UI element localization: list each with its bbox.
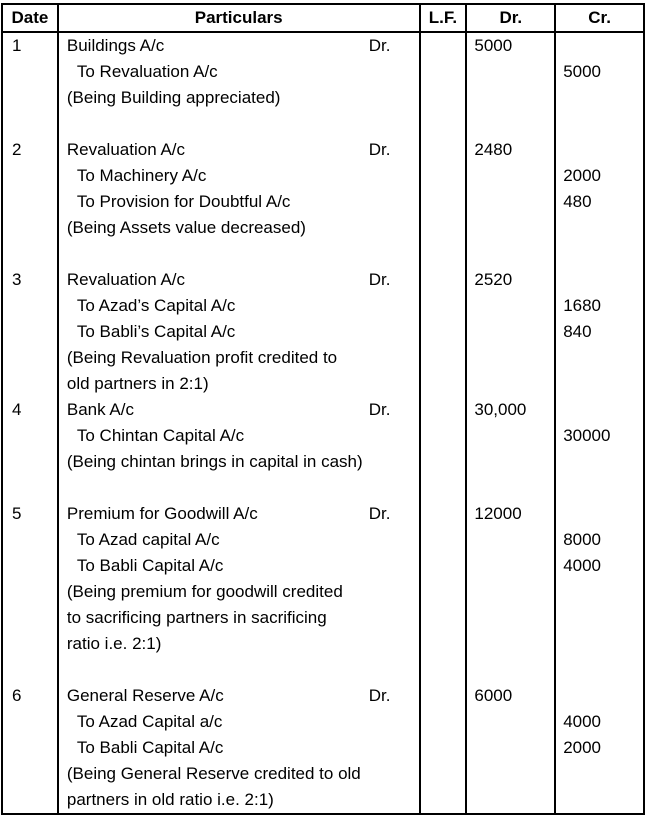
column-header-cr: Cr.: [555, 4, 644, 32]
lf-cell: [420, 709, 467, 735]
date-cell: [2, 449, 58, 475]
cr-amount-cell: 2000: [555, 735, 644, 761]
dr-suffix-label: Dr.: [368, 140, 391, 159]
journal-entry-line: [2, 32, 644, 59]
lf-cell: [420, 111, 467, 137]
date-cell: [2, 163, 58, 189]
particulars-cell: Dr. General Reserve A/c: [58, 683, 420, 709]
date-cell: 3: [2, 267, 58, 293]
journal-entry-line: [2, 397, 644, 423]
particulars-cell: [58, 241, 420, 267]
particulars-cell: To Revaluation A/c: [58, 59, 420, 85]
cr-amount-cell: 1680: [555, 293, 644, 319]
date-cell: [2, 579, 58, 605]
dr-amount-cell: [466, 605, 555, 631]
journal-entry-line: [2, 215, 644, 241]
cr-amount-cell: [555, 683, 644, 709]
lf-cell: [420, 553, 467, 579]
lf-cell: [420, 761, 467, 787]
column-header-date: Date: [2, 4, 58, 32]
cr-amount-cell: [555, 345, 644, 371]
particulars-cell: (Being premium for goodwill credited: [58, 579, 420, 605]
lf-cell: [420, 85, 467, 111]
date-cell: [2, 423, 58, 449]
cr-amount-cell: 5000: [555, 59, 644, 85]
journal-entry-line: [2, 631, 644, 657]
dr-amount-cell: [466, 371, 555, 397]
particulars-cell: Dr. Revaluation A/c: [58, 267, 420, 293]
journal-entry-line: [2, 735, 644, 761]
lf-cell: [420, 423, 467, 449]
date-cell: [2, 59, 58, 85]
header-row: [2, 4, 644, 32]
dr-amount-cell: [466, 59, 555, 85]
cr-amount-cell: [555, 215, 644, 241]
lf-cell: [420, 501, 467, 527]
date-cell: [2, 345, 58, 371]
dr-amount-cell: [466, 735, 555, 761]
cr-amount-cell: 2000: [555, 163, 644, 189]
dr-amount-cell: [466, 163, 555, 189]
lf-cell: [420, 32, 467, 59]
cr-amount-cell: [555, 397, 644, 423]
date-cell: 1: [2, 32, 58, 59]
particulars-cell: (Being Revaluation profit credited to: [58, 345, 420, 371]
dr-suffix-label: Dr.: [368, 270, 391, 289]
lf-cell: [420, 59, 467, 85]
particulars-cell: (Being Building appreciated): [58, 85, 420, 111]
date-cell: [2, 553, 58, 579]
lf-cell: [420, 137, 467, 163]
dr-suffix-label: Dr.: [368, 36, 391, 55]
particulars-cell: To Chintan Capital A/c: [58, 423, 420, 449]
lf-cell: [420, 371, 467, 397]
date-cell: [2, 605, 58, 631]
lf-cell: [420, 319, 467, 345]
column-header-dr: Dr.: [466, 4, 555, 32]
date-cell: [2, 371, 58, 397]
journal-entry-line: [2, 241, 644, 267]
dr-amount-cell: [466, 631, 555, 657]
date-cell: 5: [2, 501, 58, 527]
cr-amount-cell: [555, 111, 644, 137]
date-cell: [2, 111, 58, 137]
journal-entry-line: [2, 345, 644, 371]
journal-entry-line: [2, 371, 644, 397]
cr-amount-cell: 480: [555, 189, 644, 215]
cr-amount-cell: [555, 501, 644, 527]
journal-entry-line: [2, 553, 644, 579]
cr-amount-cell: [555, 85, 644, 111]
dr-amount-cell: [466, 787, 555, 814]
lf-cell: [420, 579, 467, 605]
particulars-cell: (Being Assets value decreased): [58, 215, 420, 241]
column-header-lf: L.F.: [420, 4, 467, 32]
dr-amount-cell: [466, 111, 555, 137]
dr-amount-cell: [466, 657, 555, 683]
journal-table-body: [2, 32, 644, 814]
date-cell: [2, 85, 58, 111]
lf-cell: [420, 267, 467, 293]
cr-amount-cell: [555, 371, 644, 397]
dr-amount-cell: [466, 579, 555, 605]
particulars-cell: Dr. Revaluation A/c: [58, 137, 420, 163]
dr-amount-cell: 30,000: [466, 397, 555, 423]
particulars-cell: [58, 475, 420, 501]
date-cell: [2, 475, 58, 501]
lf-cell: [420, 241, 467, 267]
journal-entry-line: [2, 163, 644, 189]
dr-amount-cell: [466, 241, 555, 267]
particulars-cell: to sacrificing partners in sacrificing: [58, 605, 420, 631]
lf-cell: [420, 163, 467, 189]
lf-cell: [420, 215, 467, 241]
lf-cell: [420, 683, 467, 709]
date-cell: 6: [2, 683, 58, 709]
lf-cell: [420, 189, 467, 215]
particulars-cell: To Babli’s Capital A/c: [58, 319, 420, 345]
journal-entry-line: [2, 787, 644, 814]
journal-entry-line: [2, 59, 644, 85]
particulars-cell: To Babli Capital A/c: [58, 553, 420, 579]
date-cell: [2, 293, 58, 319]
particulars-cell: old partners in 2:1): [58, 371, 420, 397]
journal-entry-line: [2, 579, 644, 605]
cr-amount-cell: 840: [555, 319, 644, 345]
dr-amount-cell: [466, 423, 555, 449]
lf-cell: [420, 735, 467, 761]
cr-amount-cell: [555, 579, 644, 605]
date-cell: [2, 761, 58, 787]
particulars-cell: To Azad Capital a/c: [58, 709, 420, 735]
cr-amount-cell: [555, 32, 644, 59]
cr-amount-cell: [555, 267, 644, 293]
particulars-cell: [58, 111, 420, 137]
dr-amount-cell: [466, 553, 555, 579]
particulars-cell: To Machinery A/c: [58, 163, 420, 189]
lf-cell: [420, 449, 467, 475]
dr-amount-cell: [466, 319, 555, 345]
cr-amount-cell: [555, 241, 644, 267]
lf-cell: [420, 631, 467, 657]
cr-amount-cell: 4000: [555, 709, 644, 735]
cr-amount-cell: 30000: [555, 423, 644, 449]
journal-entry-line: [2, 449, 644, 475]
journal-entry-line: [2, 189, 644, 215]
particulars-cell: To Babli Capital A/c: [58, 735, 420, 761]
journal-entry-line: [2, 319, 644, 345]
particulars-cell: To Azad capital A/c: [58, 527, 420, 553]
dr-suffix-label: Dr.: [368, 686, 391, 705]
date-cell: [2, 657, 58, 683]
cr-amount-cell: [555, 605, 644, 631]
particulars-cell: partners in old ratio i.e. 2:1): [58, 787, 420, 814]
particulars-cell: (Being General Reserve credited to old: [58, 761, 420, 787]
date-cell: [2, 787, 58, 814]
cr-amount-cell: 8000: [555, 527, 644, 553]
lf-cell: [420, 345, 467, 371]
particulars-cell: Dr. Premium for Goodwill A/c: [58, 501, 420, 527]
cr-amount-cell: [555, 761, 644, 787]
journal-entry-line: [2, 527, 644, 553]
lf-cell: [420, 657, 467, 683]
lf-cell: [420, 397, 467, 423]
journal-table-header: [2, 4, 644, 32]
date-cell: 2: [2, 137, 58, 163]
date-cell: [2, 215, 58, 241]
dr-amount-cell: [466, 709, 555, 735]
particulars-cell: Dr. Bank A/c: [58, 397, 420, 423]
journal-entry-line: [2, 501, 644, 527]
particulars-cell: ratio i.e. 2:1): [58, 631, 420, 657]
date-cell: [2, 241, 58, 267]
dr-amount-cell: [466, 293, 555, 319]
date-cell: [2, 189, 58, 215]
cr-amount-cell: [555, 657, 644, 683]
dr-amount-cell: [466, 189, 555, 215]
lf-cell: [420, 527, 467, 553]
particulars-cell: (Being chintan brings in capital in cash): [58, 449, 420, 475]
journal-entry-line: [2, 85, 644, 111]
date-cell: 4: [2, 397, 58, 423]
cr-amount-cell: [555, 137, 644, 163]
journal-entry-line: [2, 683, 644, 709]
dr-amount-cell: [466, 85, 555, 111]
dr-amount-cell: 5000: [466, 32, 555, 59]
date-cell: [2, 319, 58, 345]
journal-entry-line: [2, 605, 644, 631]
journal-entry-line: [2, 267, 644, 293]
column-header-particulars: Particulars: [58, 4, 420, 32]
dr-amount-cell: [466, 527, 555, 553]
cr-amount-cell: [555, 475, 644, 501]
lf-cell: [420, 293, 467, 319]
dr-amount-cell: [466, 761, 555, 787]
lf-cell: [420, 605, 467, 631]
journal-entry-line: [2, 137, 644, 163]
journal-entry-line: [2, 423, 644, 449]
dr-amount-cell: [466, 215, 555, 241]
dr-suffix-label: Dr.: [368, 504, 391, 523]
cr-amount-cell: [555, 449, 644, 475]
date-cell: [2, 527, 58, 553]
journal-entry-line: [2, 293, 644, 319]
lf-cell: [420, 787, 467, 814]
dr-suffix-label: Dr.: [368, 400, 391, 419]
cr-amount-cell: [555, 631, 644, 657]
cr-amount-cell: 4000: [555, 553, 644, 579]
journal-entry-line: [2, 709, 644, 735]
journal-entry-line: [2, 761, 644, 787]
journal-table: [1, 3, 645, 815]
cr-amount-cell: [555, 787, 644, 814]
date-cell: [2, 709, 58, 735]
dr-amount-cell: [466, 475, 555, 501]
particulars-cell: Dr. Buildings A/c: [58, 32, 420, 59]
journal-entry-line: [2, 475, 644, 501]
dr-amount-cell: [466, 449, 555, 475]
date-cell: [2, 735, 58, 761]
dr-amount-cell: 6000: [466, 683, 555, 709]
dr-amount-cell: 12000: [466, 501, 555, 527]
date-cell: [2, 631, 58, 657]
dr-amount-cell: [466, 345, 555, 371]
particulars-cell: To Provision for Doubtful A/c: [58, 189, 420, 215]
journal-entry-line: [2, 111, 644, 137]
dr-amount-cell: 2520: [466, 267, 555, 293]
lf-cell: [420, 475, 467, 501]
particulars-cell: [58, 657, 420, 683]
journal-entry-line: [2, 657, 644, 683]
dr-amount-cell: 2480: [466, 137, 555, 163]
particulars-cell: To Azad’s Capital A/c: [58, 293, 420, 319]
